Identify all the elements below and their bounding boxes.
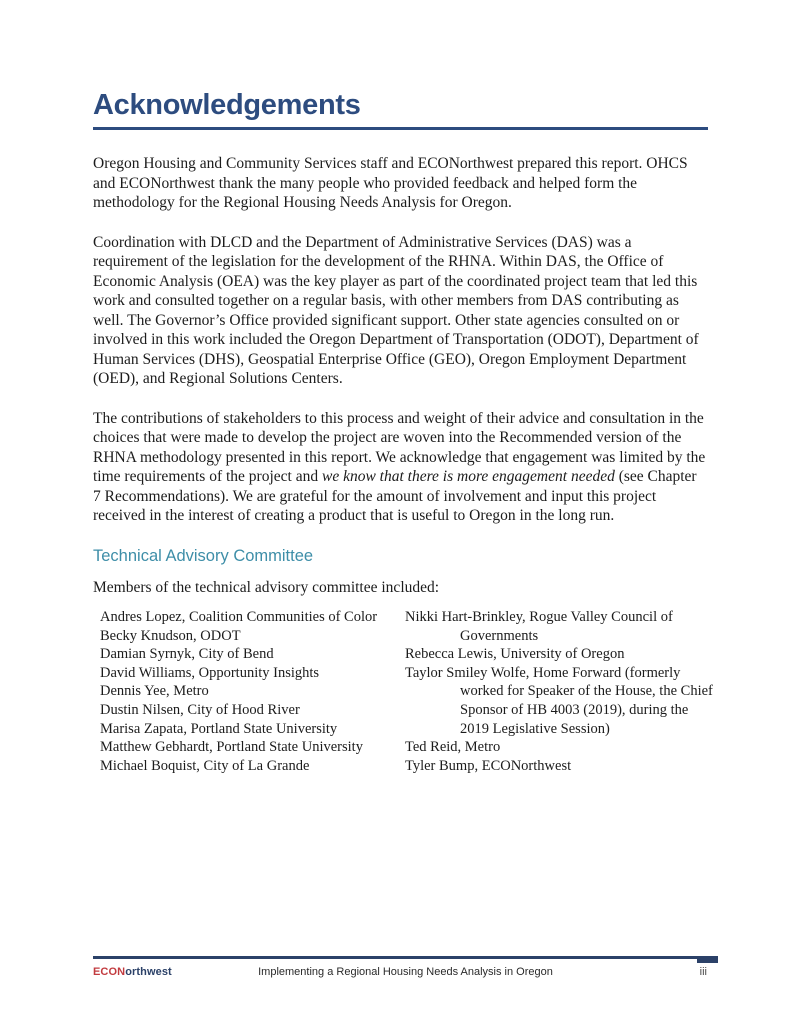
paragraph-stakeholders-emphasis: we know that there is more engagement needed bbox=[321, 468, 615, 485]
paragraph-coordination: Coordination with DLCD and the Department of Administrative Services (DAS) was a requirement of the legislation for the development of the RHNA. Within DAS, the Office of Economic Analysis (OEA) was the key player as part of the coordinated project team that led this work and consulted together on a regular basis, with other members from DAS contributing as well. The Governor’s Office provided significant support. Other state agencies consulted on or involved in this work included the Oregon Department of Transportation (ODOT), Department of Human Services (DHS), Geospatial Enterprise Office (GEO), Oregon Employment Department (OED), and Regional Solutions Centers. bbox=[93, 233, 699, 387]
paragraph-stakeholders-text: The contributions of stakeholders to this process and weight of their advice and consultation in the choices that were made to develop the project are woven into the Recommended version of the RHNA methodology presented in this report. We acknowledge that engagement was limited by the time requirements of the project and bbox=[93, 409, 706, 485]
committee-member: Marisa Zapata, Portland State University bbox=[100, 720, 338, 737]
committee-member: Nikki Hart-Brinkley, Rogue Valley Council of Governments bbox=[405, 609, 673, 644]
committee-columns bbox=[93, 608, 713, 775]
committee-member: Ted Reid, Metro bbox=[405, 739, 501, 756]
committee-list-right bbox=[405, 608, 718, 775]
page-title: Acknowledgements bbox=[93, 88, 708, 130]
committee-member: Rebecca Lewis, University of Oregon bbox=[405, 646, 625, 663]
committee-member: Michael Boquist, City of La Grande bbox=[100, 757, 310, 774]
page-content bbox=[93, 0, 713, 775]
committee-member: Taylor Smiley Wolfe, Home Forward (formerly worked for Speaker of the House, the Chief Sponsor of HB 4003 (2019), during the 2019 Legislative Session) bbox=[405, 664, 713, 737]
logo-secondary-text: orthwest bbox=[125, 966, 172, 978]
section-heading-technical-advisory-committee: Technical Advisory Committee bbox=[93, 546, 314, 565]
logo-primary-text: ECON bbox=[93, 966, 126, 978]
committee-member: Andres Lopez, Coalition Communities of Color bbox=[100, 609, 378, 625]
committee-member: Becky Knudson, ODOT bbox=[100, 627, 241, 644]
committee-member: Dustin Nilsen, City of Hood River bbox=[100, 701, 300, 718]
paragraph-stakeholders-text-after: (see Chapter 7 Recommendations). We are grateful for the amount of involvement and input this project received in the interest of creating a product that is useful to Oregon in the long run. bbox=[93, 468, 697, 524]
paragraph-intro: Oregon Housing and Community Services staff and ECONorthwest prepared this report. OHCS and ECONorthwest thank the many people who provided feedback and helped form the methodology for the Regional Housing Needs Analysis for Oregon. bbox=[93, 155, 688, 211]
committee-member: Tyler Bump, ECONorthwest bbox=[405, 757, 572, 774]
committee-member: David Williams, Opportunity Insights bbox=[100, 664, 320, 681]
footer-rule bbox=[93, 956, 718, 959]
committee-list-left bbox=[100, 608, 400, 775]
page-number: iii bbox=[699, 966, 707, 978]
page-footer bbox=[93, 956, 718, 980]
committee-member: Damian Syrnyk, City of Bend bbox=[100, 646, 274, 663]
committee-member: Dennis Yee, Metro bbox=[100, 683, 209, 700]
paragraph-stakeholders bbox=[93, 409, 708, 526]
committee-member: Matthew Gebhardt, Portland State University bbox=[100, 739, 363, 756]
footer-document-title: Implementing a Regional Housing Needs Analysis in Oregon bbox=[258, 966, 553, 978]
committee-intro: Members of the technical advisory committee included: bbox=[93, 578, 440, 596]
footer-row bbox=[93, 966, 718, 980]
footer-rule-end-block bbox=[697, 956, 718, 963]
